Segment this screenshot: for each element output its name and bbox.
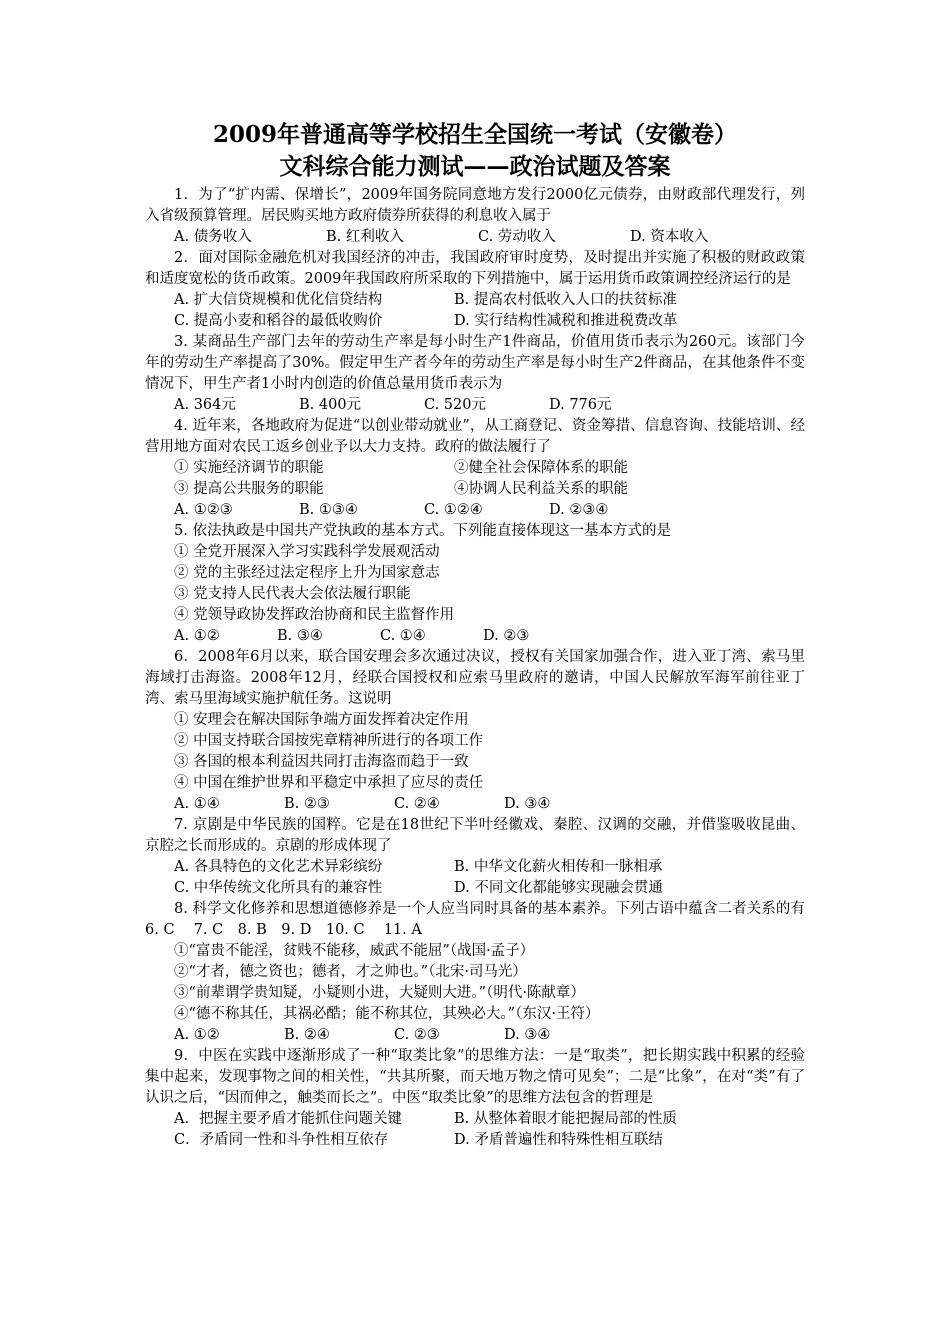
q3-option-a: A. 364元 (174, 397, 236, 413)
q9-stem: 9．中医在实践中逐渐形成了一种“取类比象”的思维方法：一是“取类”，把长期实践中积累的经验集中起来，发现事物之间的相关性，“共其所聚，而天地万物之情可见矣”；二是“比象”，在对“类”有了认识之后，“因而伸之，触类而长之”。中医“取类比象”的思维方法包含的哲理是 (145, 1048, 805, 1106)
q6-option-d: D. ③④ (504, 796, 551, 812)
q8-option-d: D. ③④ (504, 1027, 551, 1043)
q1-option-b: B. 红利收入 (326, 229, 404, 245)
q6-statement-1: ① 安理会在解决国际争端方面发挥着决定作用 (174, 712, 469, 728)
q7-option-b: B. 中华文化薪火相传和一脉相承 (454, 859, 663, 875)
q5-option-a: A. ①② (174, 628, 220, 644)
q3-options (145, 395, 805, 416)
q9-options-ab (145, 1109, 805, 1130)
q7-option-d: D. 不同文化都能够实现融会贯通 (454, 880, 663, 896)
q9-option-b: B. 从整体着眼才能把握局部的性质 (454, 1111, 677, 1127)
title-line-2: 文科综合能力测试——政治试题及答案 (279, 153, 671, 180)
q4-options (145, 500, 805, 521)
q4-statement-2: ②健全社会保障体系的职能 (454, 460, 628, 476)
q5-statement-3: ③ 党支持人民代表大会依法履行职能 (174, 586, 411, 602)
q4-option-c: C. ①②④ (424, 502, 483, 518)
q4-option-d: D. ②③④ (549, 502, 609, 518)
q1-option-a: A. 债务收入 (174, 229, 252, 245)
q8-statement-1: ①“富贵不能淫，贫贱不能移，威武不能屈”（战国·孟子） (174, 943, 535, 959)
q5-stem: 5. 依法执政是中国共产党执政的基本方式。下列能直接体现这一基本方式的是 (174, 523, 671, 539)
q8-statement-4: ④“德不称其任，其祸必酷；能不称其位，其殃必大。”（东汉·王符） (174, 1006, 600, 1022)
q1-option-d: D. 资本收入 (630, 229, 709, 245)
q5-options (145, 626, 805, 647)
q9-option-c: C．矛盾同一性和斗争性相互依存 (174, 1132, 389, 1148)
q6-options (145, 794, 805, 815)
q3-stem: 3. 某商品生产部门去年的劳动生产率是每小时生产1件商品，价值用货币表示为260元。该部门今年的劳动生产率提高了30%。假定甲生产者今年的劳动生产率是每小时生产2件商品，在其他条件不变情况下，甲生产者1小时内创造的价值总量用货币表示为 (145, 334, 805, 392)
q2-option-c: C. 提高小麦和稻谷的最低收购价 (174, 313, 383, 329)
q6-option-a: A. ①④ (174, 796, 220, 812)
q6-option-b: B. ②③ (284, 796, 330, 812)
q9-options-cd (145, 1130, 805, 1151)
q7-options-ab (145, 857, 805, 878)
q9-option-a: A．把握主要矛盾才能抓住问题关键 (174, 1111, 402, 1127)
title-line-1: 2009年普通高等学校招生全国统一考试（安徽卷） (212, 121, 737, 148)
q2-options-cd (145, 311, 805, 332)
q6-statement-2: ② 中国支持联合国按宪章精神所进行的各项工作 (174, 733, 484, 749)
q8-option-c: C. ②③ (394, 1027, 440, 1043)
q5-statement-4: ④ 党领导政协发挥政治协商和民主监督作用 (174, 607, 455, 623)
q2-option-a: A. 扩大信贷规模和优化信贷结构 (174, 292, 383, 308)
q3-option-d: D. 776元 (549, 397, 612, 413)
q8-statement-3: ③“前辈谓学贵知疑，小疑则小进，大疑则大进。”（明代·陈献章） (174, 985, 585, 1001)
q8-statement-2: ②“才者，德之资也；德者，才之帅也。”（北宋·司马光） (174, 964, 527, 980)
q5-option-b: B. ③④ (277, 628, 323, 644)
q6-option-c: C. ②④ (394, 796, 440, 812)
q5-option-d: D. ②③ (483, 628, 530, 644)
q3-option-b: B. 400元 (299, 397, 362, 413)
q4-statement-3: ③ 提高公共服务的职能 (174, 481, 324, 497)
q4-option-a: A. ①②③ (174, 502, 233, 518)
q6-stem: 6．2008年6月以来，联合国安理会多次通过决议，授权有关国家加强合作，进入亚丁湾、索马里海域打击海盗。2008年12月，经联合国授权和应索马里政府的邀请，中国人民解放军海军前往亚丁湾、索马里海域实施护航任务。这说明 (145, 649, 805, 707)
q5-option-c: C. ①④ (380, 628, 426, 644)
q4-option-b: B. ①③④ (299, 502, 358, 518)
question-body (145, 185, 805, 1151)
q1-options (145, 227, 805, 248)
q6-statement-4: ④ 中国在维护世界和平稳定中承担了应尽的责任 (174, 775, 484, 791)
q5-statement-1: ① 全党开展深入学习实践科学发展观活动 (174, 544, 440, 560)
q8-stem: 8. 科学文化修养和思想道德修养是一个人应当同时具备的基本素养。下列古语中蕴含二者关系的有6. C 7. C 8. B 9. D 10. C 11. A (145, 901, 805, 938)
q7-options-cd (145, 878, 805, 899)
q4-statements-12 (145, 458, 805, 479)
q1-option-c: C. 劳动收入 (478, 229, 556, 245)
q2-option-b: B. 提高农村低收入人口的扶贫标准 (454, 292, 677, 308)
q8-option-b: B. ②④ (284, 1027, 330, 1043)
q3-option-c: C. 520元 (424, 397, 486, 413)
q9-option-d: D. 矛盾普遍性和特殊性相互联结 (454, 1132, 663, 1148)
q5-statement-2: ② 党的主张经过法定程序上升为国家意志 (174, 565, 440, 581)
q6-statement-3: ③ 各国的根本利益因共同打击海盗而趋于一致 (174, 754, 469, 770)
q1-stem: 1．为了“扩内需、保增长”，2009年国务院同意地方发行2000亿元债券，由财政部代理发行，列入省级预算管理。居民购买地方政府债券所获得的利息收入属于 (145, 187, 805, 224)
q2-options-ab (145, 290, 805, 311)
q2-stem: 2．面对国际金融危机对我国经济的冲击，我国政府审时度势，及时提出并实施了积极的财政政策和适度宽松的货币政策。2009年我国政府所采取的下列措施中，属于运用货币政策调控经济运行的是 (145, 250, 805, 287)
q4-stem: 4. 近年来，各地政府为促进“以创业带动就业”，从工商登记、资金筹措、信息咨询、技能培训、经营用地方面对农民工返乡创业予以大力支持。政府的做法履行了 (145, 418, 805, 455)
q4-statement-1: ① 实施经济调节的职能 (174, 460, 324, 476)
q8-options (145, 1025, 805, 1046)
q7-stem: 7. 京剧是中华民族的国粹。它是在18世纪下半叶经徽戏、秦腔、汉调的交融，并借鉴吸收昆曲、京腔之长而形成的。京剧的形成体现了 (145, 817, 805, 854)
q7-option-c: C. 中华传统文化所具有的兼容性 (174, 880, 383, 896)
q2-option-d: D. 实行结构性减税和推进税费改革 (454, 313, 678, 329)
q8-option-a: A. ①② (174, 1027, 220, 1043)
q4-statement-4: ④协调人民利益关系的职能 (454, 481, 628, 497)
q4-statements-34 (145, 479, 805, 500)
q7-option-a: A. 各具特色的文化艺术异彩缤纷 (174, 859, 383, 875)
